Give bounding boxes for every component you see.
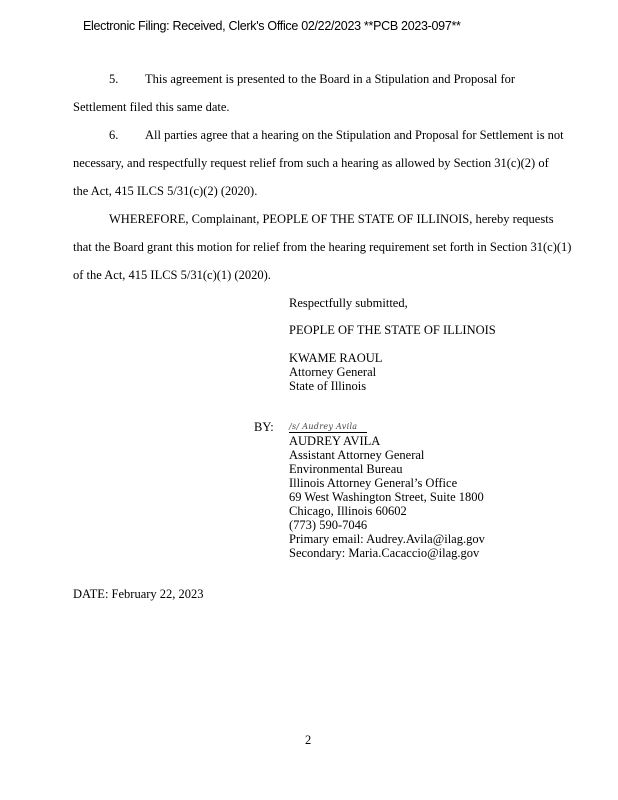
paragraph-6-text: All parties agree that a hearing on the Stipulation and Proposal for Settlement is not — [145, 128, 564, 142]
wherefore-third-line: of the Act, 415 ILCS 5/31(c)(1) (2020). — [73, 268, 271, 282]
attorney-general-block — [289, 351, 382, 393]
signer-primary-email: Primary email: Audrey.Avila@ilag.gov — [289, 532, 485, 546]
paragraph-6-second-line: necessary, and respectfully request relief from such a hearing as allowed by Section 31(c)(2) of — [73, 156, 549, 170]
attorney-general-state: State of Illinois — [289, 379, 367, 393]
paragraph-6-third-line: the Act, 415 ILCS 5/31(c)(2) (2020). — [73, 184, 258, 198]
filing-header: Electronic Filing: Received, Clerk's Office 02/22/2023 **PCB 2023-097** — [83, 19, 461, 33]
signer-bureau: Environmental Bureau — [289, 462, 403, 476]
signer-name: AUDREY AVILA — [289, 434, 381, 448]
signer-secondary-email: Secondary: Maria.Cacaccio@ilag.gov — [289, 546, 480, 560]
wherefore-first-line: WHEREFORE, Complainant, PEOPLE OF THE STATE OF ILLINOIS, hereby requests — [109, 212, 554, 226]
attorney-general-title: Attorney General — [289, 365, 377, 379]
electronic-signature: /s/ Audrey Avila — [289, 422, 358, 431]
attorney-general-name: KWAME RAOUL — [289, 351, 383, 365]
signer-title: Assistant Attorney General — [289, 448, 425, 462]
paragraph-6-first-line — [109, 128, 564, 143]
date-line: DATE: February 22, 2023 — [73, 587, 204, 601]
paragraph-5-first-line — [109, 72, 515, 87]
by-label: BY: — [254, 420, 274, 434]
paragraph-5-second-line: Settlement filed this same date. — [73, 100, 230, 114]
signer-block — [289, 434, 485, 560]
signature-line — [289, 420, 367, 433]
signer-address-line-1: 69 West Washington Street, Suite 1800 — [289, 490, 484, 504]
paragraph-6-number: 6. — [109, 128, 119, 142]
closing: Respectfully submitted, — [289, 296, 408, 310]
signer-address-line-2: Chicago, Illinois 60602 — [289, 504, 407, 518]
paragraph-5-text: This agreement is presented to the Board in a Stipulation and Proposal for — [145, 72, 516, 86]
page-number: 2 — [305, 733, 312, 747]
signer-office: Illinois Attorney General’s Office — [289, 476, 458, 490]
party-name: PEOPLE OF THE STATE OF ILLINOIS — [289, 323, 496, 337]
signer-phone: (773) 590-7046 — [289, 518, 368, 532]
wherefore-second-line: that the Board grant this motion for relief from the hearing requirement set forth in Section 31(c)(1) — [73, 240, 572, 254]
paragraph-5-number: 5. — [109, 72, 119, 86]
